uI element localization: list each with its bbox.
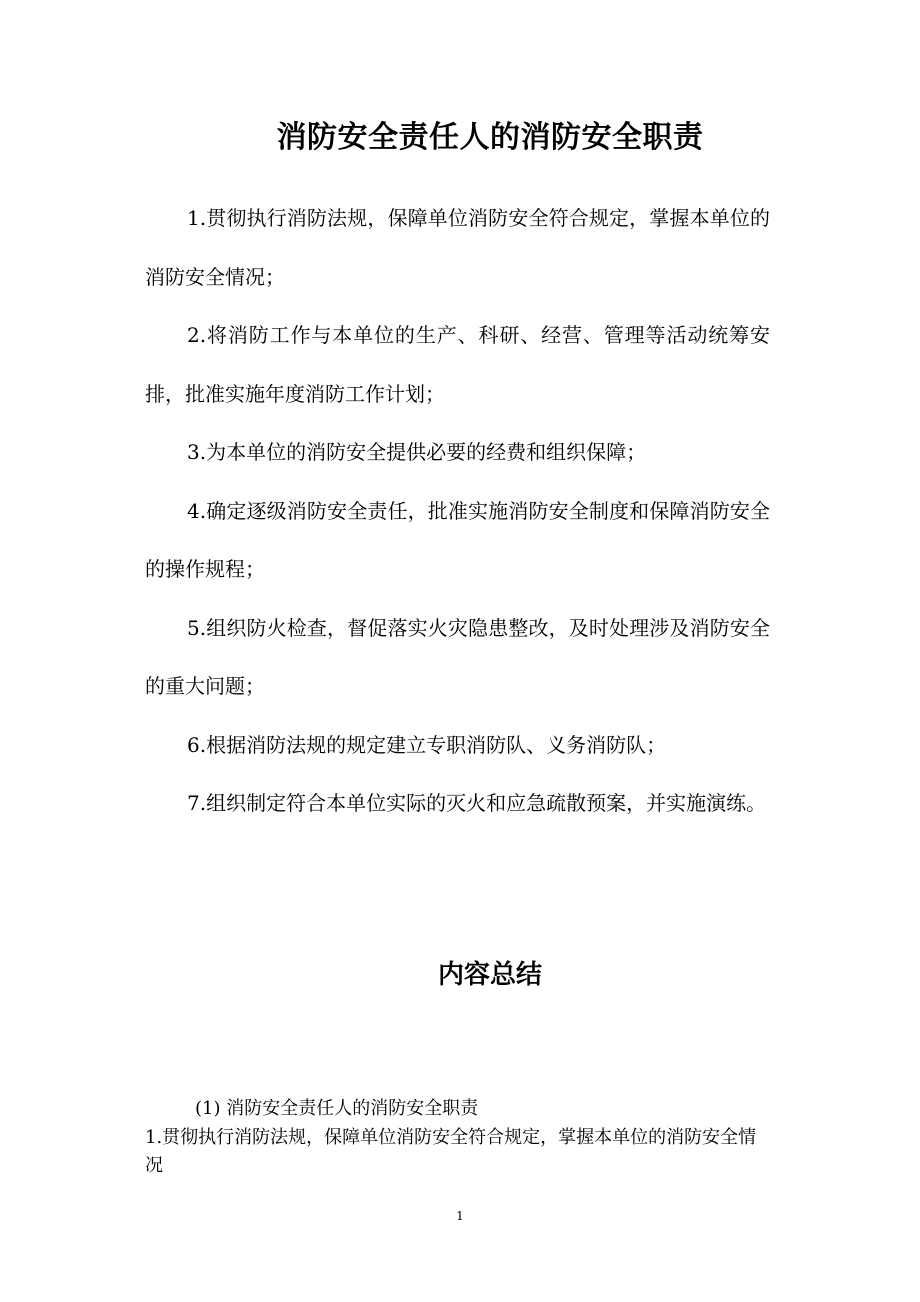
duty-item-2: 2.将消防工作与本单位的生产、科研、经营、管理等活动统筹安排，批准实施年度消防工作计划； bbox=[145, 323, 770, 406]
summary-title: 内容总结 bbox=[437, 960, 542, 990]
duty-item-4: 4.确定逐级消防安全责任，批准实施消防安全制度和保障消防安全的操作规程； bbox=[145, 498, 770, 581]
summary-subtitle: (1) 消防安全责任人的消防安全职责 bbox=[195, 1098, 479, 1119]
page-number: 1 bbox=[456, 1209, 464, 1223]
duty-item-7: 7.组织制定符合本单位实际的灭火和应急疏散预案，并实施演练。 bbox=[187, 791, 767, 815]
duty-item-3: 3.为本单位的消防安全提供必要的经费和组织保障； bbox=[187, 440, 647, 464]
document-body bbox=[145, 189, 770, 833]
summary-text: 1.贯彻执行消防法规，保障单位消防安全符合规定，掌握本单位的消防安全情况 bbox=[145, 1127, 757, 1176]
duty-item-5: 5.组织防火检查，督促落实火灾隐患整改，及时处理涉及消防安全的重大问题； bbox=[145, 615, 770, 698]
document-title: 消防安全责任人的消防安全职责 bbox=[276, 120, 704, 155]
duty-item-1: 1.贯彻执行消防法规，保障单位消防安全符合规定，掌握本单位的消防安全情况； bbox=[145, 206, 770, 289]
duty-item-6: 6.根据消防法规的规定建立专职消防队、义务消防队； bbox=[187, 732, 667, 757]
